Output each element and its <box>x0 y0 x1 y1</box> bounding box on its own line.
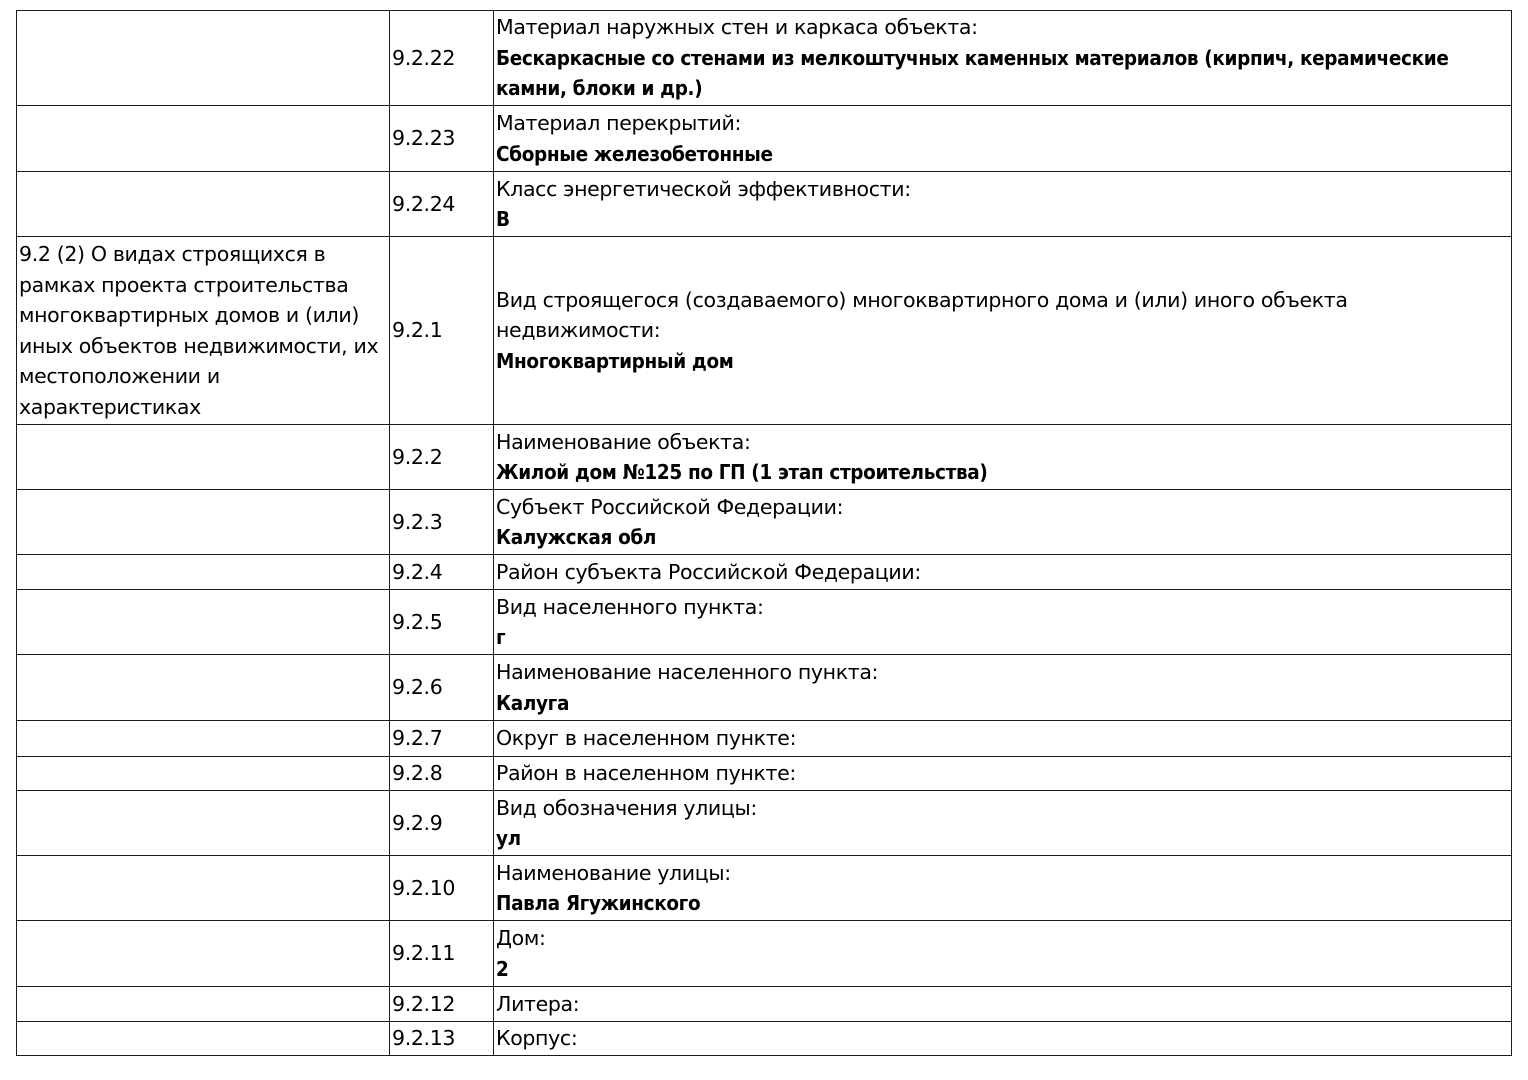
section-cell <box>17 172 390 237</box>
code-cell: 9.2.22 <box>390 11 494 106</box>
section-cell <box>17 655 390 721</box>
code-cell: 9.2.12 <box>390 987 494 1022</box>
field-value: 2 <box>496 956 509 981</box>
field-value: Многоквартирный дом <box>496 348 734 373</box>
field-value: Калужская обл <box>496 525 657 549</box>
field-cell <box>494 856 1512 921</box>
field-label: Округ в населенном пункте: <box>496 726 797 751</box>
code-cell: 9.2.8 <box>390 757 494 791</box>
code-cell: 9.2.24 <box>390 172 494 237</box>
section-cell <box>17 425 390 490</box>
code-cell: 9.2.23 <box>390 106 494 172</box>
field-cell <box>494 106 1512 172</box>
field-label: Дом: <box>496 926 546 950</box>
field-label: Вид строящегося (создаваемого) многоквартирного дома и (или) иного объекта недвижимости: <box>496 287 1348 343</box>
section-cell <box>17 856 390 921</box>
field-label: Материал наружных стен и каркаса объекта: <box>496 15 978 40</box>
field-label: Корпус: <box>496 1026 578 1051</box>
section-cell <box>17 590 390 655</box>
field-cell <box>494 921 1512 987</box>
code-cell: 9.2.11 <box>390 921 494 987</box>
section-cell <box>17 106 390 172</box>
field-label: Район субъекта Российской Федерации: <box>496 559 921 584</box>
section-cell <box>17 987 390 1022</box>
field-value: Павла Ягужинского <box>496 891 701 915</box>
code-cell: 9.2.10 <box>390 856 494 921</box>
field-value: Бескаркасные со стенами из мелкоштучных каменных материалов (кирпич, керамические камни, блоки и др.) <box>496 45 1449 101</box>
code-cell: 9.2.13 <box>390 1022 494 1056</box>
table-row <box>17 921 1512 987</box>
field-cell <box>494 425 1512 490</box>
table-row <box>17 555 1512 590</box>
section-cell <box>17 757 390 791</box>
section-cell <box>17 555 390 590</box>
section-cell <box>17 490 390 555</box>
field-cell <box>494 791 1512 856</box>
table-row <box>17 237 1512 425</box>
field-cell <box>494 590 1512 655</box>
table-row <box>17 791 1512 856</box>
field-label: Район в населенном пункте: <box>496 761 796 786</box>
table-row <box>17 590 1512 655</box>
field-label: Литера: <box>496 991 580 1016</box>
field-cell <box>494 490 1512 555</box>
field-label: Вид обозначения улицы: <box>496 795 757 820</box>
field-cell <box>494 721 1512 757</box>
table-row <box>17 987 1512 1022</box>
table-row <box>17 106 1512 172</box>
field-label: Класс энергетической эффективности: <box>496 176 911 201</box>
field-value: Сборные железобетонные <box>496 141 773 166</box>
section-cell <box>17 791 390 856</box>
field-cell <box>494 987 1512 1022</box>
section-cell <box>17 721 390 757</box>
table-row <box>17 425 1512 490</box>
field-label: Наименование населенного пункта: <box>496 660 879 684</box>
field-label: Вид населенного пункта: <box>496 594 764 619</box>
table-row <box>17 721 1512 757</box>
field-cell <box>494 11 1512 106</box>
field-value: г <box>496 625 506 649</box>
table-row <box>17 655 1512 721</box>
table-row <box>17 1022 1512 1056</box>
section-title-cell: 9.2 (2) О видах строящихся в рамках проекта строительства многоквартирных домов и (или) иных объектов недвижимости, их местоположении и характеристиках <box>17 237 390 425</box>
field-value: ул <box>496 826 521 850</box>
code-cell: 9.2.5 <box>390 590 494 655</box>
field-value: В <box>496 207 510 231</box>
table-row <box>17 490 1512 555</box>
field-value: Калуга <box>496 690 570 715</box>
declaration-table <box>16 10 1512 1056</box>
table-row <box>17 11 1512 106</box>
field-label: Субъект Российской Федерации: <box>496 494 844 519</box>
table-row <box>17 757 1512 791</box>
code-cell: 9.2.2 <box>390 425 494 490</box>
field-label: Материал перекрытий: <box>496 111 742 135</box>
field-cell <box>494 237 1512 425</box>
code-cell: 9.2.1 <box>390 237 494 425</box>
field-label: Наименование улицы: <box>496 860 731 885</box>
section-cell <box>17 921 390 987</box>
field-cell <box>494 172 1512 237</box>
section-cell <box>17 1022 390 1056</box>
field-label: Наименование объекта: <box>496 429 751 454</box>
field-cell <box>494 757 1512 791</box>
table-row <box>17 856 1512 921</box>
section-cell <box>17 11 390 106</box>
field-value: Жилой дом №125 по ГП (1 этап строительства) <box>496 460 988 484</box>
field-cell <box>494 655 1512 721</box>
code-cell: 9.2.3 <box>390 490 494 555</box>
code-cell: 9.2.7 <box>390 721 494 757</box>
table-row <box>17 172 1512 237</box>
code-cell: 9.2.6 <box>390 655 494 721</box>
field-cell <box>494 555 1512 590</box>
code-cell: 9.2.4 <box>390 555 494 590</box>
field-cell <box>494 1022 1512 1056</box>
code-cell: 9.2.9 <box>390 791 494 856</box>
